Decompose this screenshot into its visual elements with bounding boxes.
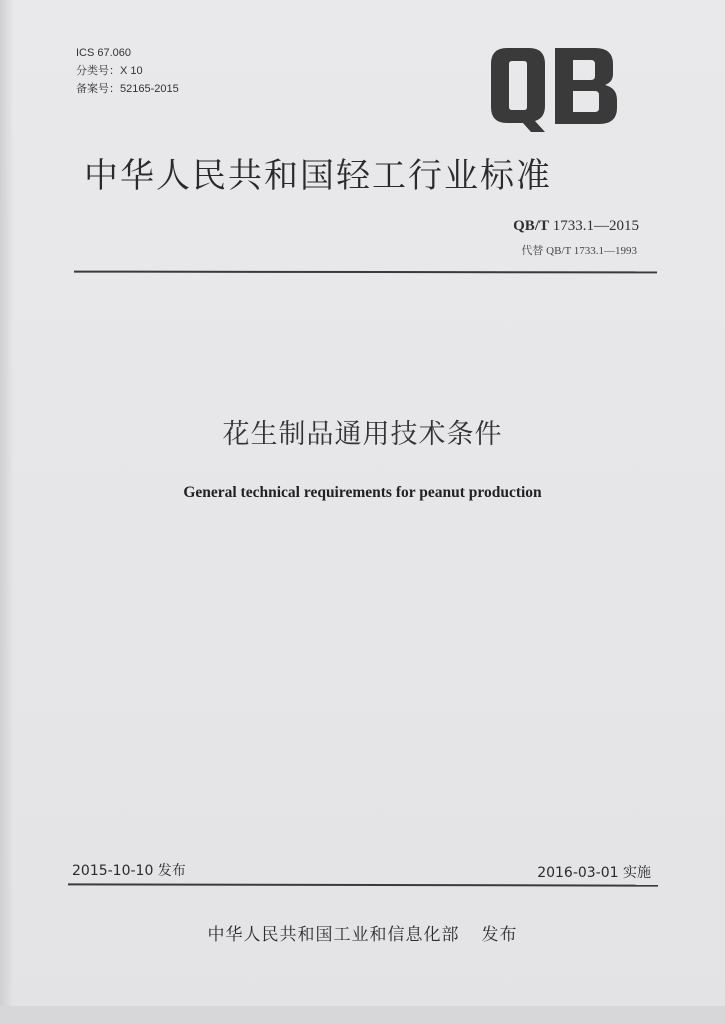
publish-action: 发布: [481, 925, 518, 945]
record-number: 备案号：52165-2015: [76, 83, 179, 95]
page-bottom-strip: [0, 1006, 725, 1024]
footer-divider: [68, 883, 658, 886]
publisher-line: [0, 920, 725, 945]
publisher-name: 中华人民共和国工业和信息化部: [207, 925, 460, 945]
header-divider: [74, 271, 657, 274]
ics-code: ICS 67.060: [76, 47, 132, 59]
standard-number-value: 1733.1—2015: [549, 218, 639, 234]
standard-number: [513, 218, 639, 235]
classification-code: 分类号：X 10: [76, 65, 143, 77]
qb-logo: [487, 44, 622, 134]
qb-logo-graphic: [487, 44, 622, 134]
standard-prefix: QB/T: [513, 218, 549, 234]
document-title-english: General technical requirements for peanut production: [183, 484, 542, 501]
page-edge-shadow: [0, 0, 14, 1024]
meta-block: [76, 44, 179, 98]
implementation-date: 2016-03-01 实施: [537, 865, 651, 881]
replaces-standard: 代替 QB/T 1733.1—1993: [521, 245, 637, 257]
standard-category-title: 中华人民共和国轻工行业标准: [84, 156, 552, 196]
document-title-chinese: 花生制品通用技术条件: [222, 419, 503, 450]
issue-date: 2015-10-10 发布: [72, 863, 186, 879]
